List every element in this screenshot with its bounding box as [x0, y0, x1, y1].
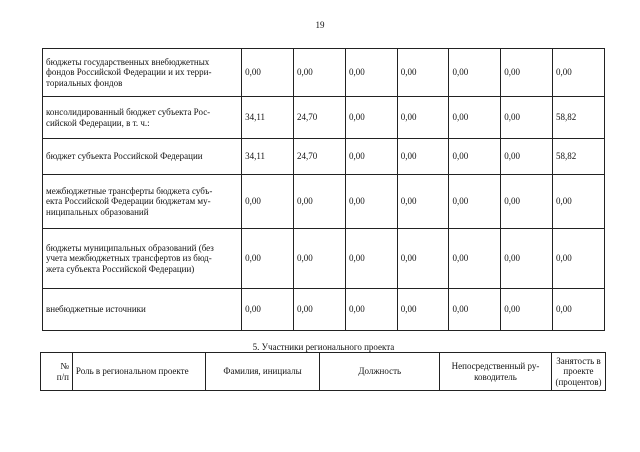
budget-value-cell: 0,00: [552, 175, 604, 229]
label-line: ниципальных образований: [46, 206, 149, 217]
budget-value-cell: 0,00: [449, 139, 501, 175]
budget-source-label: [43, 289, 242, 331]
budget-value-cell: 0,00: [294, 175, 346, 229]
budget-row: [43, 49, 605, 97]
budget-value-cell: 58,82: [552, 97, 604, 139]
budget-value-cell: 0,00: [345, 139, 397, 175]
budget-value-cell: 0,00: [242, 229, 294, 289]
budget-value-cell: 0,00: [397, 229, 449, 289]
budget-value-cell: 0,00: [449, 175, 501, 229]
budget-value-cell: 34,11: [242, 139, 294, 175]
header-name: [205, 353, 320, 391]
label-line: ториальных фондов: [46, 77, 123, 88]
budget-value-cell: 0,00: [242, 49, 294, 97]
header-role: [72, 353, 205, 391]
budget-value-cell: 0,00: [501, 97, 553, 139]
label-line: фондов Российской Федерации и их терри-: [46, 67, 212, 78]
budget-source-label: [43, 175, 242, 229]
label-line: межбюджетные трансферты бюджета субъ-: [46, 185, 213, 196]
label-line: жета субъекта Российской Федерации): [46, 263, 195, 274]
label-line: консолидированный бюджет субъекта Рос-: [46, 107, 211, 117]
label-line: сийской Федерации, в т. ч.:: [46, 117, 150, 128]
budget-value-cell: 0,00: [449, 97, 501, 139]
budget-value-cell: 58,82: [552, 139, 604, 175]
budget-value-cell: 0,00: [449, 49, 501, 97]
page-number: 19: [315, 20, 325, 30]
budget-value-cell: 0,00: [501, 289, 553, 331]
budget-value-cell: 0,00: [501, 175, 553, 229]
participants-table: [40, 352, 606, 391]
budget-value-cell: 0,00: [345, 97, 397, 139]
budget-value-cell: 0,00: [397, 97, 449, 139]
budget-value-cell: 0,00: [501, 49, 553, 97]
budget-value-cell: 0,00: [397, 175, 449, 229]
header-line: №: [60, 361, 69, 371]
budget-value-cell: 34,11: [242, 97, 294, 139]
header-line: Занятость в: [556, 355, 601, 366]
budget-value-cell: 0,00: [397, 289, 449, 331]
budget-row: [43, 229, 605, 289]
budget-value-cell: 0,00: [552, 49, 604, 97]
budget-value-cell: 24,70: [294, 97, 346, 139]
participants-header-row: [41, 353, 606, 391]
label-line: бюджеты государственных внебюджетных: [46, 56, 210, 67]
header-line: Непосредственный ру-: [451, 361, 540, 371]
budget-value-cell: 0,00: [449, 229, 501, 289]
budget-row: [43, 175, 605, 229]
budget-value-cell: 0,00: [345, 49, 397, 97]
label-line: бюджет субъекта Российской Федерации: [46, 151, 203, 162]
budget-value-cell: 24,70: [294, 139, 346, 175]
budget-value-cell: 0,00: [552, 229, 604, 289]
label-line: учета межбюджетных трансфертов из бюд-: [46, 253, 212, 264]
header-line: Фамилия, инициалы: [223, 366, 302, 377]
header-line: Роль в региональном проекте: [75, 366, 189, 377]
header-line: ководитель: [474, 371, 517, 382]
budget-source-label: [43, 97, 242, 139]
budget-row: [43, 97, 605, 139]
budget-source-label: [43, 139, 242, 175]
section-title-participants: 5. Участники регионального проекта: [252, 342, 395, 352]
label-line: екта Российской Федерации бюджетам му-: [46, 196, 211, 207]
budget-value-cell: 0,00: [501, 139, 553, 175]
header-line: проекте: [563, 366, 594, 377]
budget-value-cell: 0,00: [397, 139, 449, 175]
budget-value-cell: 0,00: [242, 289, 294, 331]
budget-row: [43, 139, 605, 175]
header-line: п/п: [56, 371, 69, 382]
header-line: Должность: [358, 366, 402, 377]
budget-row: [43, 289, 605, 331]
budget-value-cell: 0,00: [294, 49, 346, 97]
header-supervisor: [440, 353, 552, 391]
budget-source-label: [43, 229, 242, 289]
budget-sources-table: [42, 48, 605, 331]
header-involvement: [551, 353, 605, 391]
budget-value-cell: 0,00: [345, 175, 397, 229]
header-position: [320, 353, 440, 391]
label-line: внебюджетные источники: [46, 304, 146, 315]
header-line: (процентов): [555, 376, 602, 387]
budget-value-cell: 0,00: [294, 229, 346, 289]
budget-value-cell: 0,00: [501, 229, 553, 289]
label-line: бюджеты муниципальных образований (без: [46, 242, 214, 253]
budget-value-cell: 0,00: [345, 229, 397, 289]
budget-value-cell: 0,00: [242, 175, 294, 229]
budget-value-cell: 0,00: [397, 49, 449, 97]
header-number: [41, 353, 73, 391]
budget-value-cell: 0,00: [345, 289, 397, 331]
budget-value-cell: 0,00: [449, 289, 501, 331]
budget-source-label: [43, 49, 242, 97]
budget-value-cell: 0,00: [294, 289, 346, 331]
budget-value-cell: 0,00: [552, 289, 604, 331]
